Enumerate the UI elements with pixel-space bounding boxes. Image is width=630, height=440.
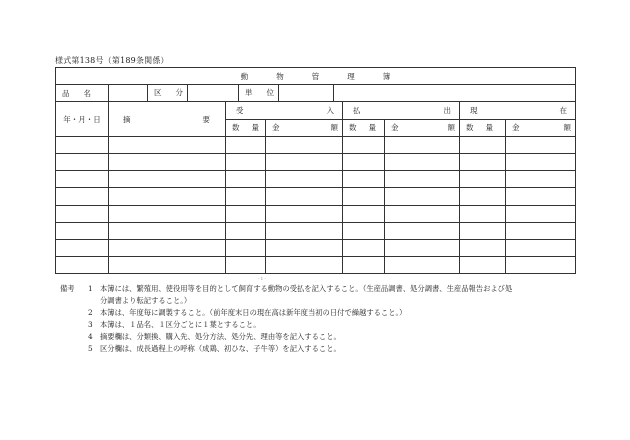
- note-text: 本簿は、年度毎に調製すること。（前年度末日の現在高は新年度当初の日付で繰越すること。）: [100, 308, 407, 317]
- ledger-cell[interactable]: [109, 257, 226, 274]
- form-number: 様式第138号（第189条関係）: [55, 56, 169, 65]
- note-text-continued: 分調書より転記すること。）: [100, 296, 192, 305]
- note-5: [60, 343, 580, 355]
- ledger-cell[interactable]: [109, 171, 226, 188]
- ledger-cell[interactable]: [266, 205, 343, 222]
- ledger-cell[interactable]: [266, 136, 343, 153]
- ledger-row: [56, 257, 576, 274]
- ledger-cell[interactable]: [109, 222, 226, 239]
- ledger-cell[interactable]: [56, 136, 109, 153]
- ledger-cell[interactable]: [56, 239, 109, 256]
- ledger-cell[interactable]: [56, 153, 109, 170]
- note-number: 2: [88, 308, 93, 317]
- ledger-cell[interactable]: [460, 188, 506, 205]
- ledger-cell[interactable]: [506, 239, 576, 256]
- ledger-cell[interactable]: [56, 257, 109, 274]
- balance-amt-label-b: 額: [563, 123, 571, 133]
- ledger-cell[interactable]: [506, 188, 576, 205]
- ledger-cell[interactable]: [343, 257, 385, 274]
- summary-header-a: 摘要: [123, 114, 282, 124]
- ledger-cell[interactable]: [343, 222, 385, 239]
- ledger-cell[interactable]: [385, 222, 460, 239]
- ledger-cell[interactable]: [460, 136, 506, 153]
- receipt-amt-label-a: 金: [272, 123, 280, 133]
- item-name-value[interactable]: [109, 85, 148, 101]
- ledger-cell[interactable]: [385, 205, 460, 222]
- receipt-qty-header: [226, 119, 271, 136]
- ledger-cell[interactable]: [343, 239, 385, 256]
- ledger-cell[interactable]: [266, 222, 343, 239]
- ledger-cell[interactable]: [385, 136, 460, 153]
- ledger-cell[interactable]: [226, 239, 266, 256]
- unit-label: 単位: [239, 85, 279, 101]
- note-number: 1: [88, 284, 93, 293]
- ledger-cell[interactable]: [385, 153, 460, 170]
- payment-header-b: 出: [443, 105, 451, 115]
- ledger-cell[interactable]: [56, 171, 109, 188]
- ledger-cell[interactable]: [506, 136, 576, 153]
- note-number: 3: [88, 320, 93, 329]
- payment-amt-label-b: 額: [447, 123, 455, 133]
- payment-amt-label-a: 金: [391, 123, 399, 133]
- note-3: [60, 319, 580, 331]
- payment-header: [343, 102, 460, 119]
- ledger-cell[interactable]: [226, 205, 266, 222]
- date-header: 年・月・日: [56, 102, 109, 136]
- division-value[interactable]: [188, 85, 239, 101]
- ledger-cell[interactable]: [506, 153, 576, 170]
- balance-amt-label-a: 金: [512, 123, 520, 133]
- note-2: [60, 307, 580, 319]
- animal-management-ledger: [55, 67, 576, 274]
- balance-qty-label: 数量: [466, 123, 505, 133]
- balance-header: [460, 102, 576, 119]
- ledger-cell[interactable]: [56, 205, 109, 222]
- payment-header-a: 払: [353, 105, 361, 115]
- ledger-cell[interactable]: [226, 153, 266, 170]
- ledger-cell[interactable]: [343, 171, 385, 188]
- ledger-title: 動物管理簿: [56, 68, 576, 85]
- info-row: [109, 85, 576, 102]
- balance-header-b: 在: [559, 105, 567, 115]
- ledger-cell[interactable]: [460, 153, 506, 170]
- ledger-row: [56, 188, 576, 205]
- receipt-header-b: 入: [326, 105, 334, 115]
- ledger-cell[interactable]: [506, 205, 576, 222]
- ledger-cell[interactable]: [266, 257, 343, 274]
- ledger-cell[interactable]: [266, 153, 343, 170]
- payment-qty-label: 数量: [349, 123, 388, 133]
- receipt-amt-header: [266, 119, 343, 136]
- ledger-cell[interactable]: [109, 205, 226, 222]
- ledger-cell[interactable]: [266, 171, 343, 188]
- ledger-cell[interactable]: [226, 222, 266, 239]
- receipt-amt-label-b: 額: [330, 123, 338, 133]
- ledger-cell[interactable]: [109, 153, 226, 170]
- ledger-cell[interactable]: [343, 205, 385, 222]
- note-number: 4: [88, 332, 93, 341]
- ledger-cell[interactable]: [226, 136, 266, 153]
- receipt-header-a: 受: [236, 105, 244, 115]
- ledger-cell[interactable]: [506, 171, 576, 188]
- ledger-cell[interactable]: [56, 188, 109, 205]
- ledger-cell[interactable]: [56, 222, 109, 239]
- ledger-cell[interactable]: [460, 205, 506, 222]
- ledger-cell[interactable]: [226, 257, 266, 274]
- note-text: 本簿には、繁殖用、使役用等を目的として飼育する動物の受払を記入すること。（生産品調書、処分調書、生産品報告および処: [100, 284, 513, 293]
- note-text: 摘要欄は、分類換、購入先、処分方法、処分先、理由等を記入すること。: [100, 332, 341, 341]
- unit-value[interactable]: [279, 85, 334, 101]
- ledger-cell[interactable]: [343, 188, 385, 205]
- ledger-cell[interactable]: [343, 136, 385, 153]
- note-text: 本簿は、１品名、１区分ごとに１葉とすること。: [100, 320, 261, 329]
- item-name-label: 品名: [56, 85, 109, 102]
- ledger-cell[interactable]: [460, 239, 506, 256]
- balance-qty-header: [460, 119, 506, 136]
- ledger-cell[interactable]: [460, 222, 506, 239]
- note-4: [60, 331, 580, 343]
- ledger-row: [56, 222, 576, 239]
- ledger-row: [56, 171, 576, 188]
- payment-qty-header: [343, 119, 388, 136]
- remarks-label: 備考: [60, 284, 75, 293]
- ledger-cell[interactable]: [385, 188, 460, 205]
- ledger-cell[interactable]: [506, 257, 576, 274]
- balance-amt-header: [506, 119, 576, 136]
- payment-amt-header: [385, 119, 460, 136]
- receipt-qty-label: 数量: [232, 123, 271, 133]
- balance-header-a: 現: [470, 105, 478, 115]
- ledger-cell[interactable]: [266, 188, 343, 205]
- note-number: 5: [88, 344, 93, 353]
- note-text: 区分欄は、成長過程上の呼称（成鶏、初ひな、子牛等）を記入すること。: [100, 344, 341, 353]
- ledger-cell[interactable]: [109, 239, 226, 256]
- ledger-cell[interactable]: [385, 171, 460, 188]
- ledger-row: [56, 153, 576, 170]
- page-mark: - 1 -: [258, 276, 266, 281]
- remarks: [60, 283, 580, 355]
- ledger-cell[interactable]: [266, 239, 343, 256]
- ledger-cell[interactable]: [109, 136, 226, 153]
- ledger-cell[interactable]: [460, 171, 506, 188]
- ledger-cell[interactable]: [385, 257, 460, 274]
- division-label: 区分: [148, 85, 188, 101]
- ledger-cell[interactable]: [226, 171, 266, 188]
- ledger-cell[interactable]: [385, 239, 460, 256]
- ledger-row: [56, 239, 576, 256]
- note-1: [60, 283, 580, 295]
- ledger-cell[interactable]: [343, 153, 385, 170]
- ledger-cell[interactable]: [460, 257, 506, 274]
- ledger-row: [56, 205, 576, 222]
- ledger-cell[interactable]: [226, 188, 266, 205]
- ledger-row: [56, 136, 576, 153]
- ledger-cell[interactable]: [109, 188, 226, 205]
- ledger-cell[interactable]: [506, 222, 576, 239]
